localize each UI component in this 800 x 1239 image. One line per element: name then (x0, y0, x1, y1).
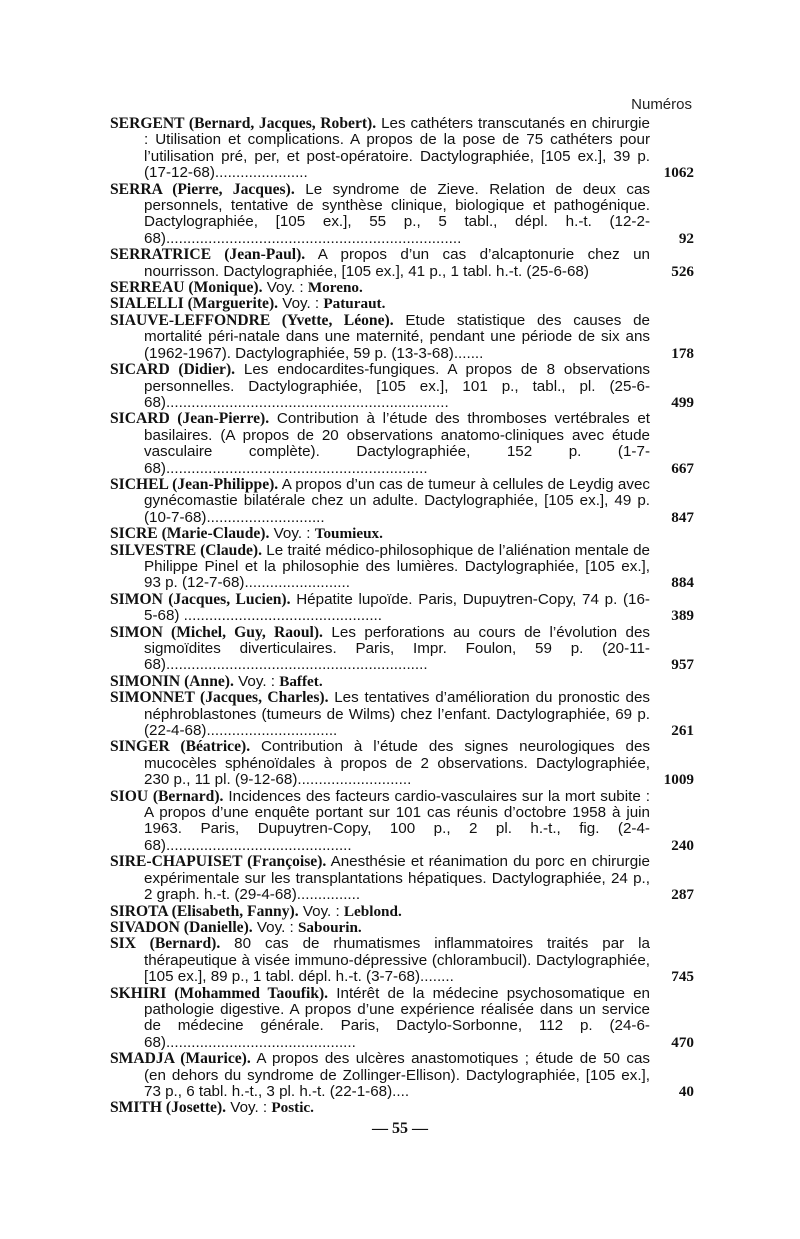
entry-description: Voy. : (262, 279, 308, 297)
entry-number: 287 (671, 886, 694, 904)
author-name: SERREAU (Monique). (110, 279, 263, 297)
entry-description: Le syndrome de Zieve. Relation de deux cas personnels, tentative de synthèse clinique, biologique et pathogénique. Dactylographiée, [105 ex.], 55 p., 5 tabl., dépl. h.-t. (12-2-68)...................................................................... (144, 180, 650, 247)
entry-body (110, 904, 650, 920)
entry-number: 92 (678, 229, 694, 247)
index-entry (110, 296, 694, 312)
entry-description: Intérêt de la médecine psychosomatique en pathologie digestive. A propos d’une expérience réalisée dans un service de médecine générale. Paris, Dactylo-Sorbonne, 112 p. (24-6-68)............................................. (144, 984, 651, 1051)
entry-body (110, 280, 650, 296)
index-entry (110, 1100, 694, 1116)
author-name: SIRE-CHAPUISET (Françoise). (110, 853, 327, 871)
author-name: SICARD (Didier). (110, 361, 236, 379)
index-entry (110, 986, 694, 1052)
entry-body (110, 739, 650, 788)
entry-body (110, 986, 650, 1052)
entry-body (110, 789, 650, 855)
entry-description: Le traité médico-philosophique de l’aliénation mentale de Philippe Pinel et la philosophie des lumières. Dactylographiée, [105 ex.], 93 p. (12-7-68)......................... (144, 541, 650, 592)
entry-body (110, 526, 650, 542)
entry-description: Anesthésie et réanimation du porc en chirurgie expérimentale sur les transplantations hépatiques. Dactylographiée, 24 p., 2 graph. h.-t. (29-4-68)............... (144, 853, 650, 904)
entry-description: A propos d’un cas d’alcaptonurie chez un nourrisson. Dactylographiée, [105 ex.], 41 p., 1 tabl. h.-t. (25-6-68) (144, 246, 650, 280)
entry-number: 957 (671, 656, 694, 674)
author-name: SERRA (Pierre, Jacques). (110, 180, 295, 198)
author-name: SMADJA (Maurice). (110, 1050, 251, 1068)
entry-body (110, 1051, 650, 1100)
index-entry (110, 477, 694, 526)
entry-list (110, 116, 694, 1117)
entry-description: Les cathéters transcutanés en chirurgie : Utilisation et complications. A propos de la pose de 75 cathéters pour l’utilisation pré, per, et post-opératoire. Dactylographiée, [105 ex.], 39 p. (17-12-68)...................... (144, 115, 650, 182)
author-name: SIMONIN (Anne). (110, 672, 234, 690)
entry-body (110, 477, 650, 526)
entry-body (110, 854, 650, 903)
entry-description: Voy. : (298, 902, 344, 920)
entry-body (110, 920, 650, 936)
entry-number: 1009 (663, 771, 694, 789)
cross-reference: Toumieux. (314, 525, 383, 543)
entry-description: Contribution à l’étude des thromboses vertébrales et basilaires. (A propos de 20 observations anatomo-cliniques avec étude vasculaire complète). Dactylographiée, 152 p. (1-7-68).............................................................. (144, 410, 650, 477)
author-name: SERGENT (Bernard, Jacques, Robert). (110, 115, 377, 132)
index-entry (110, 739, 694, 788)
index-entry (110, 313, 694, 362)
index-entry (110, 362, 694, 411)
cross-reference: Sabourin. (297, 918, 362, 936)
entry-number: 389 (671, 607, 694, 625)
entry-description: Incidences des facteurs cardio-vasculaires sur la mort subite : A propos d’une enquête portant sur 101 cas réunis d’octobre 1958 à juin 1963. Paris, Dupuytren-Copy, 100 p., 2 pl. h.-t., fig. (2-4-68)............................................ (144, 787, 650, 854)
entry-body (110, 674, 650, 690)
cross-reference: Baffet. (279, 672, 323, 690)
entry-body (110, 296, 650, 312)
index-entry (110, 280, 694, 296)
index-entry (110, 904, 694, 920)
entry-description: Contribution à l’étude des signes neurologiques des mucocèles sphénoïdales à propos de 2 observations. Dactylographiée, 230 p., 11 pl. (9-12-68)........................... (144, 738, 650, 789)
column-header: Numéros (631, 96, 692, 113)
entry-number: 499 (671, 393, 694, 411)
entry-number: 40 (678, 1082, 694, 1100)
index-entry (110, 247, 694, 280)
entry-body (110, 543, 650, 592)
author-name: SIOU (Bernard). (110, 787, 224, 805)
author-name: SERRATRICE (Jean-Paul). (110, 246, 306, 264)
author-name: SIX (Bernard). (110, 935, 221, 953)
index-entry (110, 1051, 694, 1100)
entry-number: 470 (671, 1033, 694, 1051)
entry-description: Voy. : (278, 295, 324, 313)
index-entry (110, 789, 694, 855)
entry-body (110, 247, 650, 280)
entry-body (110, 313, 650, 362)
index-entry (110, 182, 694, 248)
page-number: — 55 — (372, 1120, 428, 1137)
entry-number: 884 (671, 574, 694, 592)
entry-description: Voy. : (252, 918, 298, 936)
entry-description: Les endocardites-fungiques. A propos de 8 observations personnelles. Dactylographiée, [105 ex.], 101 p., tabl., pl. (25-6-68)................................................................... (144, 361, 650, 411)
author-name: SIMON (Michel, Guy, Raoul). (110, 623, 323, 641)
entry-description: Voy. : (233, 672, 280, 690)
entry-body (110, 936, 650, 985)
author-name: SMITH (Josette). (110, 1099, 227, 1117)
index-entry (110, 690, 694, 739)
index-entry (110, 526, 694, 542)
entry-body (110, 411, 650, 477)
entry-body (110, 592, 650, 625)
entry-description: 80 cas de rhumatismes inflammatoires traités par la thérapeutique à visée immuno-dépressive (chlorambucil). Dactylographiée, [105 ex.], 89 p., 1 tabl. dépl. h.-t. (3-7-68)........ (144, 935, 650, 986)
entry-number: 261 (671, 722, 694, 740)
index-entry (110, 936, 694, 985)
index-entry (110, 116, 694, 182)
entry-number: 667 (671, 459, 694, 477)
entry-body (110, 690, 650, 739)
entry-body (110, 116, 650, 182)
entry-body (110, 1100, 650, 1116)
entry-body (110, 182, 650, 248)
entry-number: 526 (671, 262, 694, 280)
entry-description: A propos d’un cas de tumeur à cellules de Leydig avec gynécomastie bilatérale chez un adulte. Dactylographiée, [105 ex.], 49 p. (10-7-68)............................ (144, 475, 650, 526)
entry-description: A propos des ulcères anastomotiques ; étude de 50 cas (en dehors du syndrome de Zollinger-Ellison). Dactylographiée, [105 ex.], 73 p., 6 tabl. h.-t., 3 pl. h.-t. (22-1-68).... (144, 1050, 651, 1100)
author-name: SICARD (Jean-Pierre). (110, 410, 270, 428)
entry-body (110, 362, 650, 411)
author-name: SIMONNET (Jacques, Charles). (110, 689, 329, 707)
author-name: SICHEL (Jean-Philippe). (110, 475, 279, 493)
author-name: SIROTA (Elisabeth, Fanny). (110, 902, 299, 920)
author-name: SICRE (Marie-Claude). (110, 525, 270, 543)
entry-number: 847 (671, 508, 694, 526)
entry-description: Hépatite lupoïde. Paris, Dupuytren-Copy, 74 p. (16-5-68) ............................................... (144, 590, 650, 625)
cross-reference: Postic. (271, 1099, 314, 1117)
index-entry (110, 625, 694, 674)
entry-description: Etude statistique des causes de mortalité péri-natale dans une maternité, pendant une période de six ans (1962-1967). Dactylographiée, 59 p. (13-3-68)....... (144, 311, 650, 362)
entry-description: Voy. : (269, 525, 315, 543)
index-entry (110, 411, 694, 477)
author-name: SIMON (Jacques, Lucien). (110, 590, 291, 608)
author-name: SIALELLI (Marguerite). (110, 295, 279, 313)
entry-description: Les perforations au cours de l’évolution des sigmoïdites diverticulaires. Paris, Impr. Foulon, 59 p. (20-11-68).............................................................. (144, 623, 650, 674)
index-entry (110, 592, 694, 625)
entry-description: Voy. : (226, 1099, 272, 1117)
cross-reference: Paturaut. (323, 295, 386, 313)
author-name: SIAUVE-LEFFONDRE (Yvette, Léone). (110, 311, 394, 329)
index-entry (110, 543, 694, 592)
author-name: SINGER (Béatrice). (110, 738, 251, 756)
author-name: SKHIRI (Mohammed Taoufik). (110, 984, 329, 1002)
entry-body (110, 625, 650, 674)
entry-number: 1062 (663, 164, 694, 182)
author-name: SIVADON (Danielle). (110, 918, 253, 936)
author-name: SILVESTRE (Claude). (110, 541, 263, 559)
index-entry (110, 920, 694, 936)
entry-number: 178 (671, 344, 694, 362)
entry-number: 240 (671, 836, 694, 854)
cross-reference: Moreno. (307, 279, 363, 297)
index-entry (110, 674, 694, 690)
entry-description: Les tentatives d’amélioration du pronostic des néphroblastones (tumeurs de Wilms) chez l’enfant. Dactylographiée, 69 p. (22-4-68)............................... (144, 689, 650, 740)
entry-number: 745 (671, 968, 694, 986)
cross-reference: Leblond. (343, 902, 402, 920)
index-entry (110, 854, 694, 903)
